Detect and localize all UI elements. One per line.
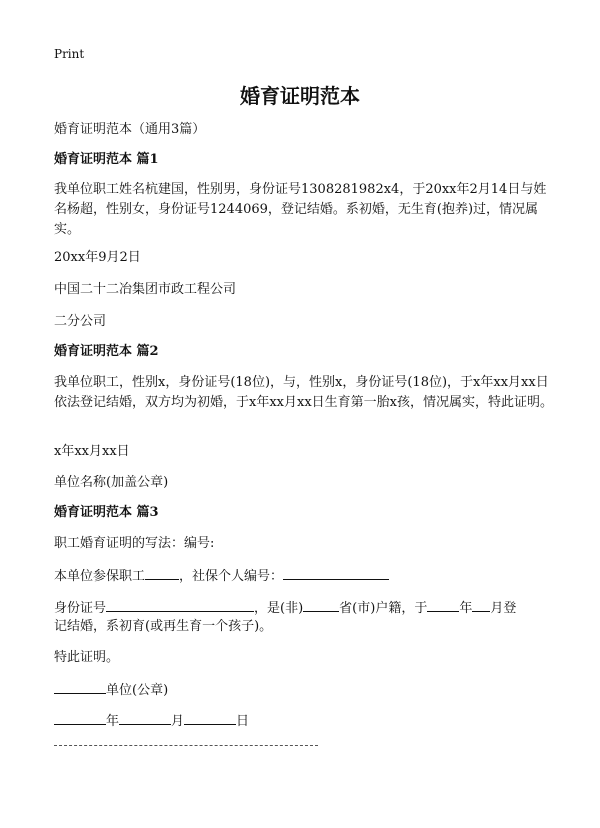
section-1-heading: 婚育证明范本 篇1: [54, 152, 159, 167]
day-label: 日: [236, 714, 250, 729]
blank-id-number: [106, 597, 254, 612]
blank-date-day: [184, 710, 236, 725]
year-label: 年: [106, 714, 120, 729]
line2-text-a: 身份证号: [54, 601, 107, 616]
section-3-intro: 职工婚育证明的写法：编号:: [54, 536, 215, 551]
section-3-line2-cont: 记结婚，系初育(或再生育一个孩子)。: [54, 619, 273, 634]
line1-text-a: 本单位参保职工: [54, 569, 146, 584]
blank-date-month: [119, 710, 171, 725]
section-3-line2: [54, 597, 554, 619]
unit-label: 单位(公章): [106, 683, 169, 698]
section-3-unit-line: [54, 679, 554, 701]
dotted-divider: [54, 745, 318, 746]
print-link[interactable]: Print: [54, 47, 85, 61]
line2-text-b: ，是(非): [254, 601, 304, 616]
section-3-date-line: [54, 710, 554, 732]
section-1-branch: 二分公司: [54, 314, 107, 329]
month-label: 月: [171, 714, 185, 729]
section-3-line1: [54, 565, 554, 587]
line2-text-c: 省(市)户籍，于: [339, 601, 428, 616]
blank-employee-name: [145, 565, 179, 580]
section-2-date: x年xx月xx日: [54, 444, 130, 459]
blank-unit: [54, 679, 106, 694]
blank-social-security-number: [283, 565, 389, 580]
blank-month: [472, 597, 490, 612]
line1-text-b: ，社保个人编号：: [179, 569, 284, 584]
document-title: 婚育证明范本: [240, 84, 360, 108]
blank-province: [303, 597, 339, 612]
section-2-heading: 婚育证明范本 篇2: [54, 344, 159, 359]
blank-date-year: [54, 710, 106, 725]
section-2-signature: 单位名称(加盖公章): [54, 475, 169, 490]
document-subtitle: 婚育证明范本（通用3篇）: [54, 122, 206, 137]
line2-text-d: 年: [459, 601, 473, 616]
line2-text-e: 月登: [490, 601, 517, 616]
section-2-body: 我单位职工，性别x，身份证号(18位)，与，性别x，身份证号(18位)，于x年xx月xx日依法登记结婚，双方均为初婚，于x年xx月xx日生育第一胎x孩，情况属实，特此证明。: [54, 375, 553, 410]
section-3-closing: 特此证明。: [54, 650, 120, 665]
section-1-body: 我单位职工姓名杭建国，性别男，身份证号1308281982x4，于20xx年2月14日与姓名杨超，性别女，身份证号1244069，登记结婚。系初婚，无生育(抱养)过，情况属实。: [54, 182, 547, 237]
section-3-heading: 婚育证明范本 篇3: [54, 505, 159, 520]
section-1-org: 中国二十二冶集团市政工程公司: [54, 282, 237, 297]
blank-year: [427, 597, 459, 612]
section-1-date: 20xx年9月2日: [54, 250, 141, 265]
